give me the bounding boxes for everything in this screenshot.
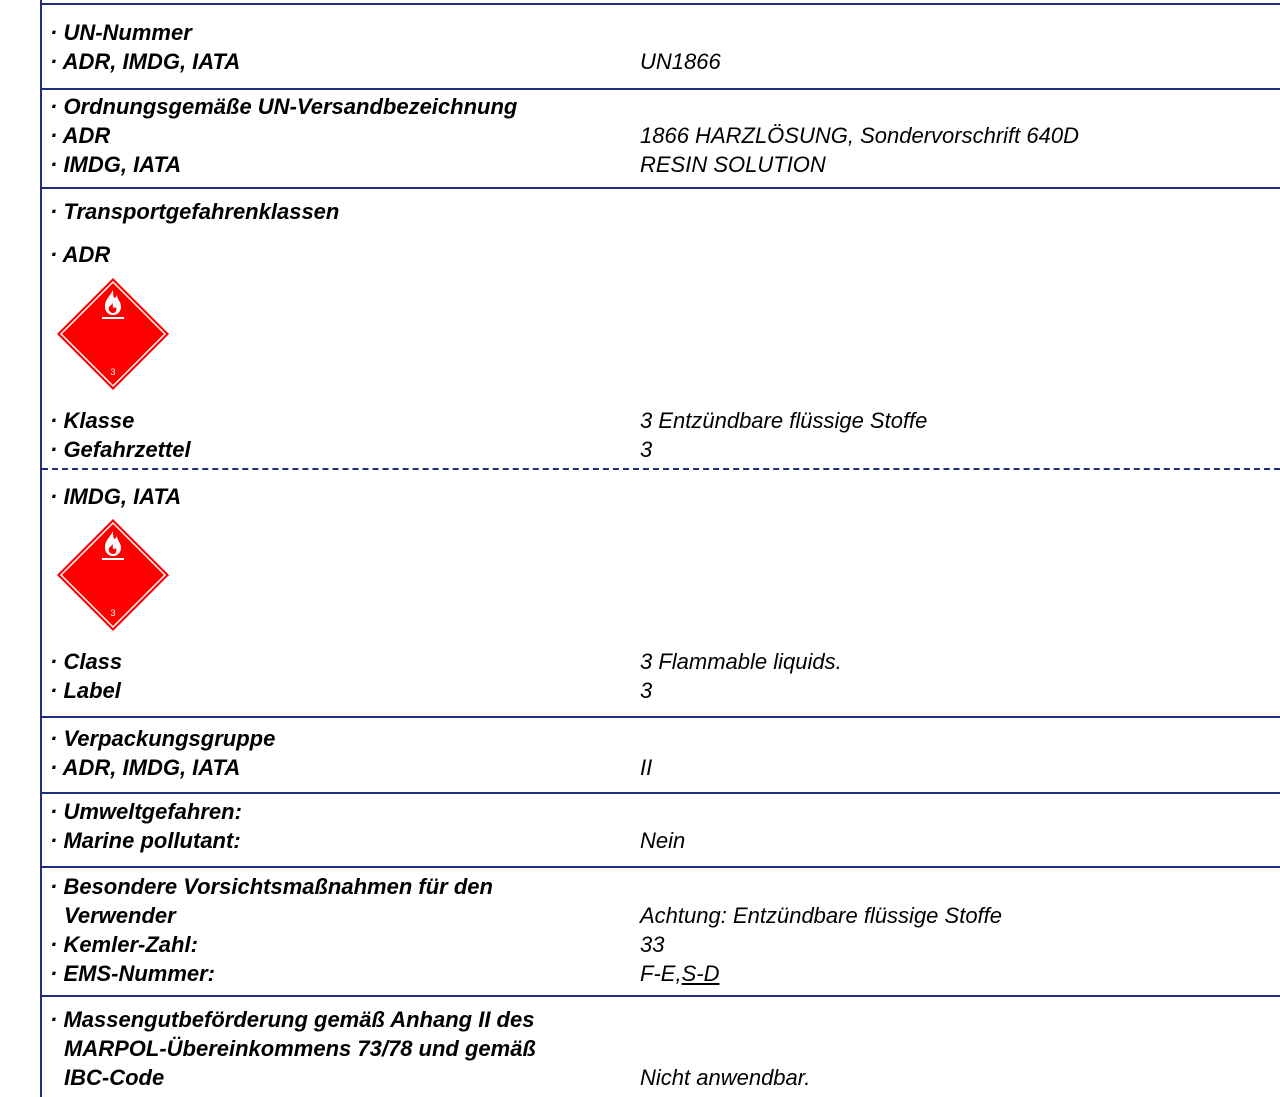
pictogram-number: 3 <box>110 608 116 618</box>
un-number-label: · ADR, IMDG, IATA <box>50 49 241 74</box>
hazard-imdg-class-label: · Class <box>50 649 123 674</box>
precautions-heading: · Besondere Vorsichtsmaßnahmen für den <box>50 874 493 899</box>
hazard-classes-heading: · Transportgefahrenklassen <box>50 199 340 224</box>
ems-label: · EMS-Nummer: <box>50 961 216 986</box>
shipping-name-adr-label: · ADR <box>50 123 111 148</box>
precautions-heading-cont: Verwender <box>64 903 176 928</box>
ems-value <box>640 963 719 985</box>
row-divider <box>42 995 1280 997</box>
shipping-name-adr-value: 1866 HARZLÖSUNG, Sondervorschrift 640D <box>640 123 1079 148</box>
hazard-adr-label-value: 3 <box>640 437 653 462</box>
un-number-heading: · UN-Nummer <box>50 20 192 45</box>
dashed-divider <box>42 468 1280 470</box>
marine-pollutant-value: Nein <box>640 828 686 853</box>
flammable-liquid-pictogram-icon <box>56 277 170 391</box>
packing-group-heading: · Verpackungsgruppe <box>50 726 276 751</box>
row-divider <box>42 88 1280 90</box>
row-divider <box>42 187 1280 189</box>
ems-value-fire: F-E, <box>640 961 682 986</box>
bulk-transport-value: Nicht anwendbar. <box>640 1065 811 1090</box>
kemler-label: · Kemler-Zahl: <box>50 932 198 957</box>
hazard-adr-class-value: 3 Entzündbare flüssige Stoffe <box>640 408 928 433</box>
hazard-imdg-label-label: · Label <box>50 678 121 703</box>
hazard-adr-class-label: · Klasse <box>50 408 135 433</box>
un-number-value: UN1866 <box>640 49 721 74</box>
shipping-name-imdg-label: · IMDG, IATA <box>50 152 182 177</box>
bulk-transport-line3: IBC-Code <box>64 1065 165 1090</box>
packing-group-label: · ADR, IMDG, IATA <box>50 755 241 780</box>
transport-information-section <box>40 0 1280 1097</box>
row-divider <box>42 716 1280 718</box>
hazard-adr-heading: · ADR <box>50 242 111 267</box>
ems-value-spill-link[interactable]: S-D <box>681 961 720 986</box>
hazard-imdg-class-value: 3 Flammable liquids. <box>640 649 842 674</box>
hazard-adr-label-label: · Gefahrzettel <box>50 437 191 462</box>
row-divider <box>42 866 1280 868</box>
packing-group-value: II <box>640 755 653 780</box>
row-divider <box>42 792 1280 794</box>
flammable-liquid-pictogram-icon <box>56 518 170 632</box>
section-border <box>42 3 1280 5</box>
pictogram-number: 3 <box>110 367 116 377</box>
precautions-value: Achtung: Entzündbare flüssige Stoffe <box>640 903 1003 928</box>
environment-heading: · Umweltgefahren: <box>50 799 242 824</box>
shipping-name-imdg-value: RESIN SOLUTION <box>640 152 826 177</box>
shipping-name-heading: · Ordnungsgemäße UN-Versandbezeichnung <box>50 94 518 119</box>
bulk-transport-line2: MARPOL-Übereinkommens 73/78 und gemäß <box>64 1036 536 1061</box>
hazard-imdg-label-value: 3 <box>640 678 653 703</box>
marine-pollutant-label: · Marine pollutant: <box>50 828 241 853</box>
bulk-transport-line1: · Massengutbeförderung gemäß Anhang II des <box>50 1007 535 1032</box>
hazard-imdg-heading: · IMDG, IATA <box>50 484 182 509</box>
kemler-value: 33 <box>640 932 665 957</box>
